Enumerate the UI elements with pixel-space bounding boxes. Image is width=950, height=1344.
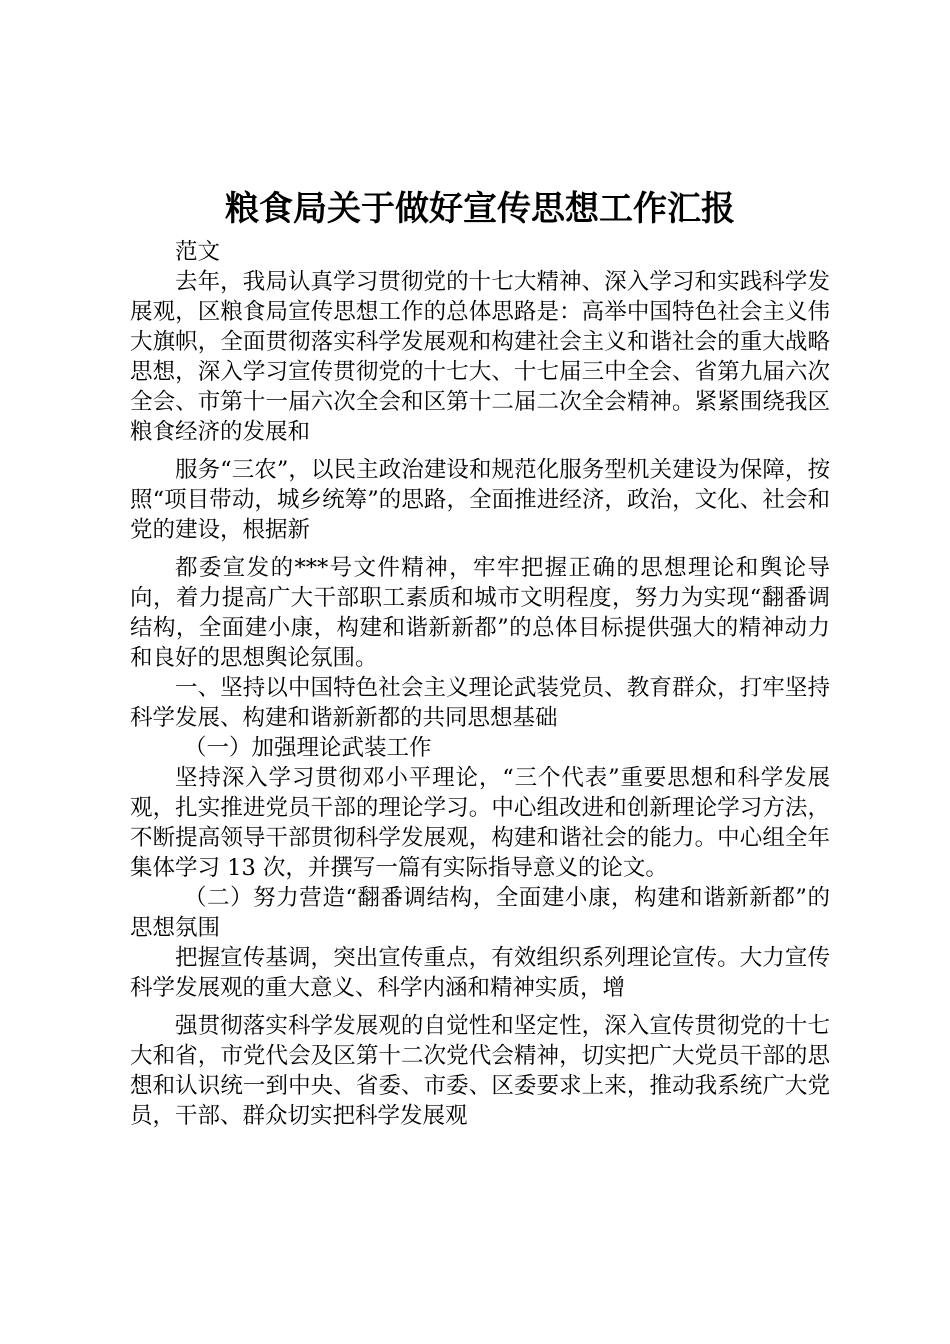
- paragraph: 把握宣传基调，突出宣传重点，有效组织系列理论宣传。大力宣传科学发展观的重大意义、科学内涵和精神实质，增: [130, 945, 830, 1001]
- paragraph: 强贯彻落实科学发展观的自觉性和坚定性，深入宣传贯彻党的十七大和省，市党代会及区第十二次党代会精神，切实把广大党员干部的思想和认识统一到中央、省委、市委、区委要求上来，推动我系统广大党员，干部、群众切实把科学发展观: [130, 1013, 830, 1129]
- paragraph: 坚持深入学习贯彻邓小平理论，“三个代表”重要思想和科学发展观，扎实推进党员干部的理论学习。中心组改进和创新理论学习方法，不断提高领导干部贯彻科学发展观，构建和谐社会的能力。中心组全年集体学习 13 次，并撰写一篇有实际指导意义的论文。: [130, 765, 830, 881]
- paragraph-label: 范文: [175, 239, 221, 265]
- section-heading: 一、坚持以中国特色社会主义理论武装党员、教育群众，打牢坚持科学发展、构建和谐新新都的共同思想基础: [130, 675, 830, 731]
- subsection-heading: （一）加强理论武装工作: [184, 735, 432, 761]
- subsection-heading: （二）努力营造“翻番调结构，全面建小康，构建和谐新新都”的思想氛围: [130, 885, 830, 941]
- document-body: [130, 237, 830, 1131]
- paragraph: 去年，我局认真学习贯彻党的十七大精神、深入学习和实践科学发展观，区粮食局宣传思想工作的总体思路是：高举中国特色社会主义伟大旗帜，全面贯彻落实科学发展观和构建社会主义和谐社会的重大战略思想，深入学习宣传贯彻党的十七大、十七届三中全会、省第九届六次全会、市第十一届六次全会和区第十二届二次全会精神。紧紧围绕我区粮食经济的发展和: [130, 269, 830, 445]
- paragraph: 都委宣发的***号文件精神，牢牢把握正确的思想理论和舆论导向，着力提高广大干部职工素质和城市文明程度，努力为实现“翻番调结构，全面建小康，构建和谐新新都”的总体目标提供强大的精神动力和良好的思想舆论氛围。: [130, 555, 830, 671]
- document-title: 粮食局关于做好宣传思想工作汇报: [225, 189, 735, 229]
- paragraph: 服务“三农”，以民主政治建设和规范化服务型机关建设为保障，按照“项目带动，城乡统筹”的思路，全面推进经济，政治，文化、社会和党的建设，根据新: [130, 457, 830, 543]
